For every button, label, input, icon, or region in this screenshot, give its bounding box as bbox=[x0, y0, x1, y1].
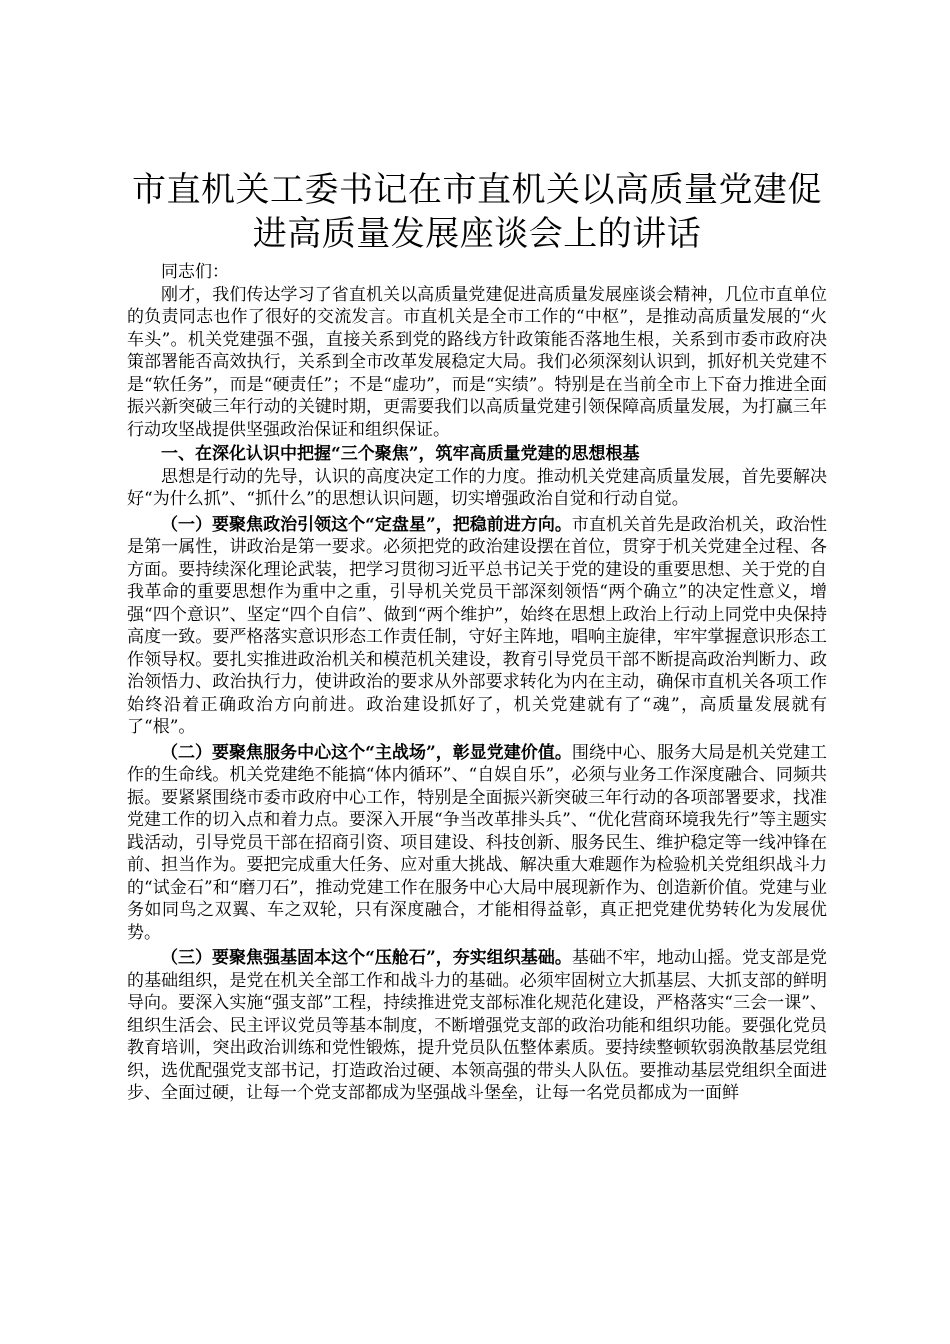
subsection-body-1: 市直机关首先是政治机关，政治性是第一属性，讲政治是第一要求。必须把党的政治建设摆在首位，贯穿于机关党建全过程、各方面。要持续深化理论武装，把学习贯彻习近平总书记关于党的建设的重要思想、关于党的自我革命的重要思想作为重中之重，引导机关党员干部深刻领悟“两个确立”的决定性意义，增强“四个意识”、坚定“四个自信”、做到“两个维护”，始终在思想上政治上行动上同党中央保持高度一致。要严格落实意识形态工作责任制，守好主阵地，唱响主旋律，牢牢掌握意识形态工作领导权。要扎实推进政治机关和模范机关建设，教育引导党员干部不断提高政治判断力、政治领悟力、政治执行力，使讲政治的要求从外部要求转化为内在主动，确保市直机关各项工作始终沿着正确政治方向前进。政治建设抓好了，机关党建就有了“魂”，高质量发展就有了“根”。 bbox=[127, 514, 828, 737]
intro-paragraph: 刚才，我们传达学习了省直机关以高质量党建促进高质量发展座谈会精神，几位市直单位的负责同志也作了很好的交流发言。市直机关是全市工作的“中枢”，是推动高质量发展的“火车头”。机关党建强不强，直接关系到党的路线方针政策能否落地生根，关系到市委市政府决策部署能否高效执行，关系到全市改革发展稳定大局。我们必须深刻认识到，抓好机关党建不是“软任务”，而是“硬责任”；不是“虚功”，而是“实绩”。特别是在当前全市上下奋力推进全面振兴新突破三年行动的关键时期，更需要我们以高质量党建引领保障高质量发展，为打赢三年行动攻坚战提供坚强政治保证和组织保证。 bbox=[127, 284, 827, 440]
subsection-paragraph-1 bbox=[127, 514, 827, 739]
document-title: 市直机关工委书记在市直机关以高质量党建促进高质量发展座谈会上的讲话 bbox=[132, 170, 822, 254]
salutation: 同志们： bbox=[161, 262, 229, 282]
subsection-body-2: 围绕中心、服务大局是机关党建工作的生命线。机关党建绝不能搞“体内循环”、“自娱自乐”，必须与业务工作深度融合、同频共振。要紧紧围绕市委市政府中心工作，特别是全面振兴新突破三年行动的各项部署要求，找准党建工作的切入点和着力点。要深入开展“争当改革排头兵”、“优化营商环境我先行”等主题实践活动，引导党员干部在招商引资、项目建设、科技创新、服务民生、维护稳定等一线冲锋在前、担当作为。要把完成重大任务、应对重大挑战、解决重大难题作为检验机关党组织战斗力的“试金石”和“磨刀石”，推动党建工作在服务中心大局中展现新作为、创造新价值。党建与业务如同鸟之双翼、车之双轮，只有深度融合，才能相得益彰，真正把党建优势转化为发展优势。 bbox=[127, 742, 828, 943]
section-1-intro: 思想是行动的先导，认识的高度决定工作的力度。推动机关党建高质量发展，首先要解决好“为什么抓”、“抓什么”的思想认识问题，切实增强政治自觉和行动自觉。 bbox=[127, 466, 827, 509]
document-page bbox=[127, 168, 827, 1105]
section-heading-1: 一、在深化认识中把握“三个聚焦”，筑牢高质量党建的思想根基 bbox=[161, 444, 640, 464]
subsection-heading-2: （二）要聚焦服务中心这个“主战场”，彰显党建价值。 bbox=[161, 742, 572, 763]
subsection-heading-3: （三）要聚焦强基固本这个“压舱石”，夯实组织基础。 bbox=[161, 948, 572, 968]
subsection-heading-1: （一）要聚焦政治引领这个“定盘星”，把稳前进方向。 bbox=[161, 514, 572, 535]
subsection-body-3: 基础不牢，地动山摇。党支部是党的基础组织，是党在机关全部工作和战斗力的基础。必须牢固树立大抓基层、大抓支部的鲜明导向。要深入实施“强支部”工程，持续推进党支部标准化规范化建设，严格落实“三会一课”、组织生活会、民主评议党员等基本制度，不断增强党支部的政治功能和组织功能。要强化党员教育培训，突出政治训练和党性锻炼，提升党员队伍整体素质。要持续整顿软弱涣散基层党组织，选优配强党支部书记，打造政治过硬、本领高强的带头人队伍。要推动基层党组织全面进步、全面过硬，让每一个党支部都成为坚强战斗堡垒，让每一名党员都成为一面鲜 bbox=[127, 948, 828, 1103]
subsection-paragraph-2 bbox=[127, 742, 827, 945]
subsection-paragraph-3 bbox=[127, 947, 827, 1105]
